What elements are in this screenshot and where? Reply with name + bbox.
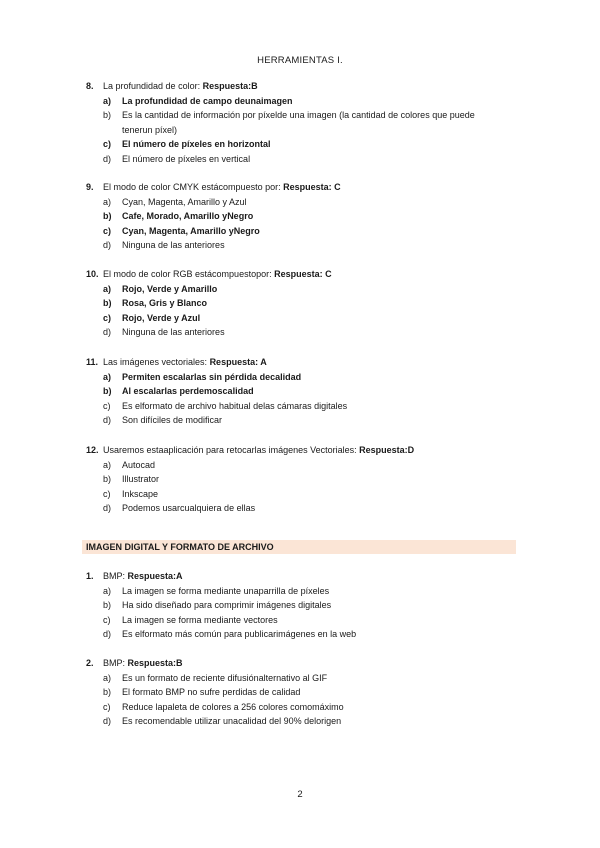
option-letter: a) <box>103 672 112 683</box>
question-block <box>86 355 506 428</box>
answer-label: Respuesta:B <box>202 81 258 91</box>
question-block <box>86 443 506 516</box>
answer-option <box>103 458 506 473</box>
option-letter: c) <box>103 400 111 411</box>
option-letter: b) <box>103 211 112 222</box>
answer-option <box>103 685 506 700</box>
option-letter: c) <box>103 614 111 625</box>
option-text: La imagen se forma mediante vectores <box>122 614 278 625</box>
question-heading <box>86 569 506 584</box>
question-number: 12. <box>86 445 99 455</box>
option-letter: b) <box>103 298 112 309</box>
question-number: 9. <box>86 182 94 192</box>
question-text-wrap <box>103 443 506 458</box>
question-text: BMP: <box>103 658 128 668</box>
answer-option <box>103 238 506 253</box>
option-text: La imagen se forma mediante unaparrilla de píxeles <box>122 585 330 596</box>
section-title: IMAGEN DIGITAL Y FORMATO DE ARCHIVO <box>82 540 516 554</box>
option-text: Es la cantidad de información por píxelde una imagen (la cantidad de colores que puede tenerun píxel) <box>122 110 475 135</box>
question-text: BMP: <box>103 571 128 581</box>
answer-option <box>103 584 506 599</box>
page-number: 2 <box>297 789 303 800</box>
question-text-wrap <box>103 267 506 282</box>
answer-option <box>103 413 506 428</box>
option-letter: c) <box>103 312 112 323</box>
answer-label: Respuesta:D <box>359 445 415 455</box>
answer-option <box>103 325 506 340</box>
answer-option <box>103 700 506 715</box>
option-letter: a) <box>103 459 112 470</box>
option-letter: a) <box>103 95 112 106</box>
question-block <box>86 180 506 253</box>
answer-option <box>103 384 506 399</box>
question-text: El modo de color RGB estácompuestopor: <box>103 269 275 279</box>
option-letter: c) <box>103 488 111 499</box>
option-text: Es elformato de archivo habitual delas cámaras digitales <box>122 400 348 411</box>
option-text: La profundidad de campo deunaimagen <box>122 95 293 106</box>
option-letter: d) <box>103 716 112 727</box>
page-header: HERRAMIENTAS I. <box>257 55 343 66</box>
option-text: Es elformato más común para publicarimágenes en la web <box>122 629 357 640</box>
question-text-wrap <box>103 79 506 94</box>
option-text: El formato BMP no sufre perdidas de calidad <box>122 687 301 698</box>
option-text: Rojo, Verde y Azul <box>122 312 201 323</box>
answer-option <box>103 209 506 224</box>
option-letter: c) <box>103 139 112 150</box>
answer-label: Respuesta: A <box>209 357 267 367</box>
answer-option <box>103 714 506 729</box>
option-letter: b) <box>103 386 112 397</box>
option-letter: a) <box>103 283 112 294</box>
answer-option <box>103 598 506 613</box>
option-letter: d) <box>103 503 112 514</box>
option-text: Son difíciles de modificar <box>122 415 223 426</box>
answer-option <box>103 137 506 152</box>
option-text: El número de píxeles en horizontal <box>122 139 271 150</box>
question-heading <box>86 267 506 282</box>
answer-option <box>103 195 506 210</box>
answer-option <box>103 487 506 502</box>
question-heading <box>86 180 506 195</box>
option-letter: b) <box>103 110 112 121</box>
option-letter: d) <box>103 415 112 426</box>
option-text: Illustrator <box>122 474 160 485</box>
answer-option <box>103 627 506 642</box>
option-text: Podemos usarcualquiera de ellas <box>122 503 256 514</box>
option-letter: c) <box>103 225 112 236</box>
question-heading <box>86 443 506 458</box>
question-block <box>86 569 506 642</box>
answer-label: Respuesta: C <box>283 182 341 192</box>
question-number: 8. <box>86 81 94 91</box>
question-block <box>86 656 506 729</box>
answer-label: Respuesta:B <box>127 658 183 668</box>
option-text: Permiten escalarlas sin pérdida decalidad <box>122 371 302 382</box>
option-letter: a) <box>103 196 112 207</box>
question-heading <box>86 79 506 94</box>
answer-option <box>103 296 506 311</box>
question-number: 1. <box>86 571 94 581</box>
option-text: Autocad <box>122 459 156 470</box>
question-number: 11. <box>86 357 99 367</box>
option-letter: d) <box>103 153 112 164</box>
option-text: Ninguna de las anteriores <box>122 327 225 338</box>
question-text: Usaremos estaaplicación para retocarlas imágenes Vectoriales: <box>103 445 360 455</box>
option-letter: b) <box>103 600 112 611</box>
option-text: Ninguna de las anteriores <box>122 240 225 251</box>
question-heading <box>86 656 506 671</box>
answer-option <box>103 108 506 137</box>
answer-option <box>103 501 506 516</box>
question-text: La profundidad de color: <box>103 81 203 91</box>
answer-option <box>103 370 506 385</box>
question-number: 10. <box>86 269 99 279</box>
option-letter: b) <box>103 474 112 485</box>
question-block <box>86 267 506 340</box>
question-text-wrap <box>103 656 506 671</box>
option-text: Rosa, Gris y Blanco <box>122 298 208 309</box>
option-letter: d) <box>103 629 112 640</box>
option-letter: d) <box>103 327 112 338</box>
question-text: Las imágenes vectoriales: <box>103 357 210 367</box>
question-number: 2. <box>86 658 94 668</box>
option-text: Cafe, Morado, Amarillo yNegro <box>122 211 254 222</box>
answer-option <box>103 311 506 326</box>
question-text-wrap <box>103 355 506 370</box>
answer-option <box>103 94 506 109</box>
question-block <box>86 79 506 167</box>
answer-option <box>103 671 506 686</box>
option-text: Inkscape <box>122 488 159 499</box>
option-text: Ha sido diseñado para comprimir imágenes digitales <box>122 600 332 611</box>
option-letter: d) <box>103 240 112 251</box>
option-text: Reduce lapaleta de colores a 256 colores comomáximo <box>122 701 344 712</box>
answer-option <box>103 224 506 239</box>
answer-option <box>103 399 506 414</box>
answer-option <box>103 613 506 628</box>
answer-label: Respuesta: C <box>274 269 332 279</box>
question-text-wrap <box>103 569 506 584</box>
option-text: Rojo, Verde y Amarillo <box>122 283 218 294</box>
question-heading <box>86 355 506 370</box>
question-text-wrap <box>103 180 506 195</box>
option-text: El número de píxeles en vertical <box>122 153 251 164</box>
question-text: El modo de color CMYK estácompuesto por: <box>103 182 284 192</box>
answer-option <box>103 282 506 297</box>
option-text: Al escalarlas perdemoscalidad <box>122 386 254 397</box>
option-text: Cyan, Magenta, Amarillo yNegro <box>122 225 260 236</box>
answer-label: Respuesta:A <box>127 571 183 581</box>
option-letter: a) <box>103 585 112 596</box>
option-letter: a) <box>103 371 112 382</box>
option-letter: b) <box>103 687 112 698</box>
answer-option <box>103 472 506 487</box>
option-text: Cyan, Magenta, Amarillo y Azul <box>122 196 247 207</box>
option-text: Es un formato de reciente difusiónalternativo al GIF <box>122 672 328 683</box>
answer-option <box>103 152 506 167</box>
option-letter: c) <box>103 701 111 712</box>
option-text: Es recomendable utilizar unacalidad del 90% delorigen <box>122 716 342 727</box>
